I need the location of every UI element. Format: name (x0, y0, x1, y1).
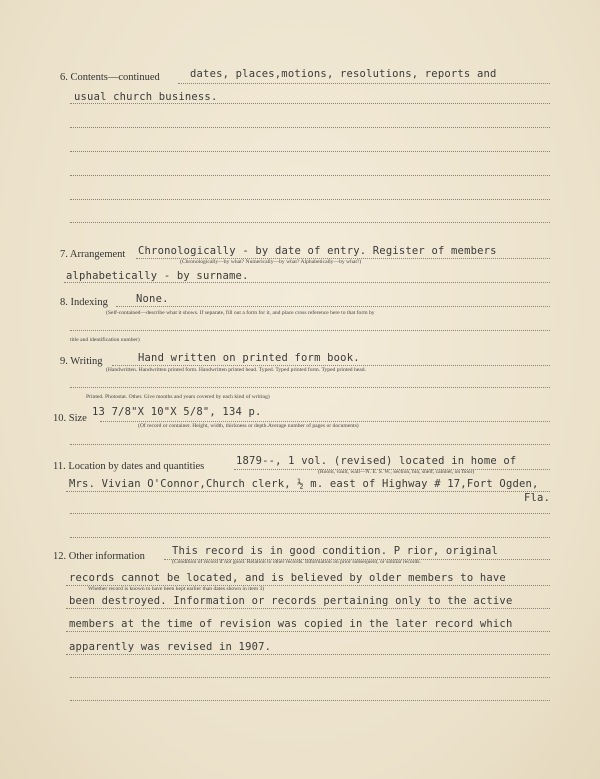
show-through-watermark (160, 108, 164, 125)
location-instructions: (Room, vault, wall—N. E. S. W., section, bin, shelf, cabinet, on floor) (318, 469, 475, 475)
other-value-2: records cannot be located, and is believed by older members to have (69, 572, 506, 584)
size-label: 10. Size (53, 413, 87, 424)
indexing-instructions-2: title and identification number) (70, 337, 140, 343)
writing-instructions-1: (Handwritten. Handwritten printed form. Handwritten printed head. Typed. Typed printed form. Typed printed head. (106, 367, 366, 373)
other-value-4: members at the time of revision was copied in the later record which (69, 618, 513, 630)
indexing-instructions-1: (Self-contained—describe what it shows. If separate, fill out a form for it, and place cross reference here to that form by (106, 310, 375, 316)
dotted-line (70, 103, 550, 104)
arrangement-label: 7. Arrangement (60, 249, 126, 260)
dotted-line (66, 491, 550, 492)
other-instructions-1: (Condition of record if not good. Relation to other records. Information on prior subsequent, or similar records. (172, 559, 421, 565)
other-information-label: 12. Other information (53, 551, 145, 562)
dotted-line (66, 631, 550, 632)
indexing-label: 8. Indexing (60, 297, 108, 308)
size-value: 13 7/8"X 10"X 5/8", 134 p. (92, 406, 262, 418)
dotted-line (70, 537, 550, 538)
size-instructions: (Of record or container. Height, width, thickness or depth.Average number of pages or documents) (138, 423, 359, 429)
arrangement-value-1: Chronologically - by date of entry. Register of members (138, 245, 497, 257)
dotted-line (70, 222, 550, 223)
indexing-value: None. (136, 293, 169, 305)
other-value-5: apparently was revised in 1907. (69, 641, 272, 653)
dotted-line (70, 677, 550, 678)
other-value-1: This record is in good condition. P rior, original (172, 545, 499, 557)
dotted-line (66, 654, 550, 655)
dotted-line (100, 421, 550, 422)
dotted-line (64, 282, 550, 283)
other-instructions-2: Whether record is known to have been kept earlier than dates shown in item 3) (88, 586, 265, 592)
location-label: 11. Location by dates and quantities (53, 461, 205, 472)
contents-label: 6. Contents—continued (60, 72, 160, 83)
dotted-line (70, 175, 550, 176)
dotted-line (112, 365, 550, 366)
dotted-line (178, 83, 550, 84)
arrangement-value-2: alphabetically - by surname. (66, 270, 249, 282)
contents-line-2: usual church business. (74, 91, 218, 103)
dotted-line (70, 700, 550, 701)
location-value-3: Fla. (524, 492, 551, 504)
dotted-line (70, 127, 550, 128)
dotted-line (66, 608, 550, 609)
other-value-3: been destroyed. Information or records pertaining only to the active (69, 595, 513, 607)
dotted-line (116, 306, 550, 307)
dotted-line (70, 199, 550, 200)
location-value-2: Mrs. Vivian O'Connor,Church clerk, ½ m. east of Highway # 17,Fort Ogden, (69, 478, 539, 490)
dotted-line (70, 387, 550, 388)
dotted-line (70, 513, 550, 514)
dotted-line (70, 330, 550, 331)
writing-value: Hand written on printed form book. (138, 352, 360, 364)
writing-instructions-2: Printed. Photostat. Other. Give months and years covered by each kind of writing) (86, 394, 270, 400)
dotted-line (70, 151, 550, 152)
location-value-1: 1879--, 1 vol. (revised) located in home of (236, 455, 517, 467)
writing-label: 9. Writing (60, 356, 103, 367)
arrangement-instructions: (Chronologically—by what? Numerically—by what? Alphabetically—by what?) (180, 259, 362, 265)
contents-line-1: dates, places,motions, resolutions, reports and (190, 68, 497, 80)
dotted-line (70, 444, 550, 445)
